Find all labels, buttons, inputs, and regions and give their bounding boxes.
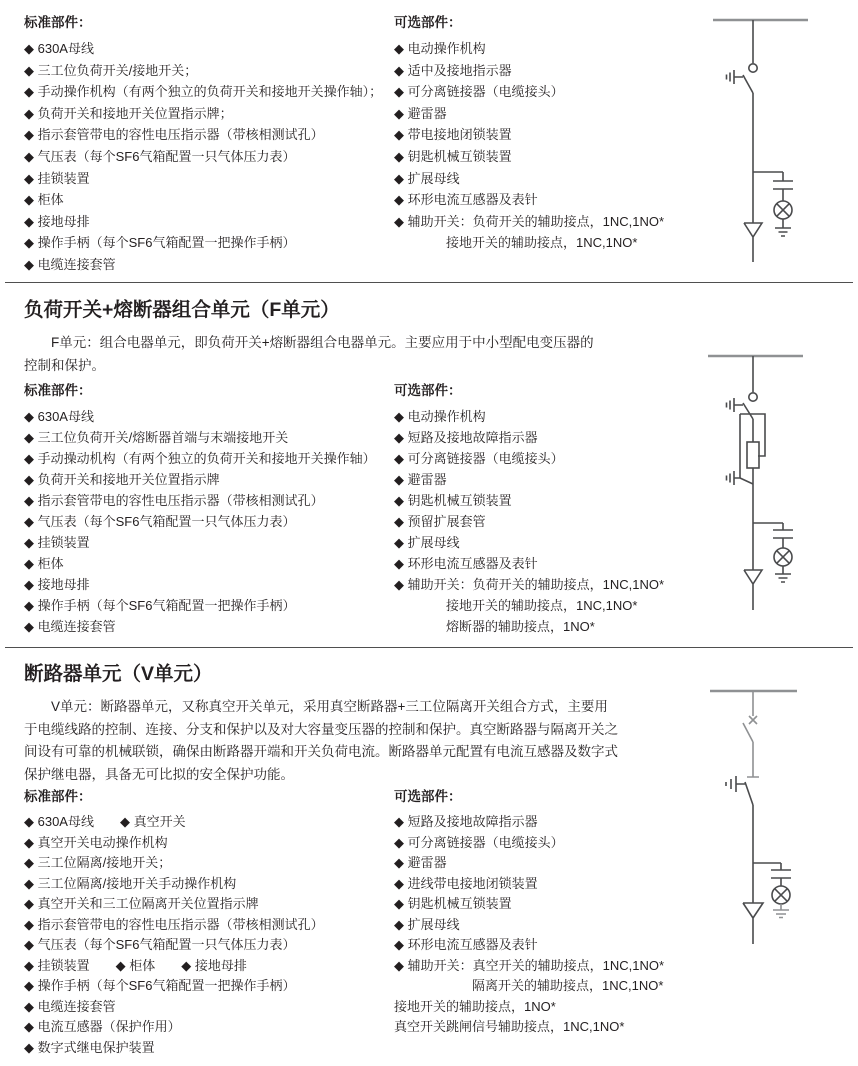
part-item: ◆ 手动操动机构（有两个独立的负荷开关和接地开关操作轴） bbox=[24, 451, 376, 466]
part-item: ◆ 三工位隔离/接地开关； bbox=[24, 855, 172, 870]
optional-parts-title: 可选部件： bbox=[394, 15, 462, 30]
standard-parts-block-v-unit bbox=[24, 788, 324, 1058]
part-item: ◆ 操作手柄（每个SF6气箱配置一把操作手柄） bbox=[24, 978, 296, 993]
part-item: ◆ 三工位负荷开关/熔断器首端与末端接地开关 bbox=[24, 430, 289, 445]
standard-parts-title: 标准部件： bbox=[24, 789, 92, 804]
optional-parts-block-v-unit bbox=[394, 788, 664, 1038]
lamp-icon bbox=[774, 201, 792, 219]
part-item: ◆ 气压表（每个SF6气箱配置一只气体压力表） bbox=[24, 937, 296, 952]
part-item: ◆ 气压表（每个SF6气箱配置一只气体压力表） bbox=[24, 514, 296, 529]
part-item: ◆ 辅助开关：负荷开关的辅助接点，1NC,1NO* bbox=[394, 577, 665, 592]
standard-parts-block-f-unit bbox=[24, 382, 376, 637]
optional-parts-block-f-unit bbox=[394, 382, 664, 637]
part-item: ◆ 手动操作机构（有两个独立的负荷开关和接地开关操作轴）； bbox=[24, 84, 383, 100]
part-item: ◆ 真空开关和三工位隔离开关位置指示牌 bbox=[24, 896, 259, 911]
earth-contact-icon bbox=[727, 398, 744, 412]
part-item: ◆ 钥匙机械互锁装置 bbox=[394, 148, 512, 164]
part-item: ◆ 辅助开关：负荷开关的辅助接点，1NC,1NO* bbox=[394, 213, 665, 229]
part-item: ◆ 接地母排 bbox=[24, 213, 90, 229]
part-item: ◆ 电缆连接套管 bbox=[24, 619, 116, 634]
earth-contact-icon bbox=[726, 776, 745, 792]
intro-line: 间设有可靠的机械联锁，确保由断路器开端和开关负荷电流。断路器单元配置有电流互感器及数字式 bbox=[24, 744, 618, 759]
part-item: ◆ 适中及接地指示器 bbox=[394, 62, 512, 78]
standard-parts-title: 标准部件： bbox=[24, 383, 92, 398]
part-item: 真空开关跳闸信号辅助接点，1NC,1NO* bbox=[394, 1019, 625, 1034]
part-item: ◆ 630A母线 bbox=[24, 409, 94, 424]
standard-parts-list bbox=[24, 812, 324, 1058]
cable-termination-icon bbox=[744, 523, 762, 610]
part-item: ◆ 环形电流互感器及表针 bbox=[394, 192, 538, 208]
part-item: ◆ 可分离链接器（电缆接头） bbox=[394, 84, 564, 100]
standard-parts-block-c-unit bbox=[24, 14, 382, 276]
part-item: ◆ 指示套管带电的容性电压指示器（带核相测试孔） bbox=[24, 493, 324, 508]
single-line-diagram-switch-fuse-unit bbox=[688, 348, 848, 644]
optional-parts-list bbox=[394, 38, 664, 254]
part-item: ◆ 数字式继电保护装置 bbox=[24, 1039, 155, 1055]
part-item: ◆ 挂锁装置 ◆ 柜体 ◆ 接地母排 bbox=[24, 957, 247, 973]
part-item: ◆ 避雷器 bbox=[394, 855, 447, 870]
part-item: ◆ 三工位负荷开关/接地开关； bbox=[24, 62, 198, 78]
part-item: ◆ 扩展母线 bbox=[394, 170, 460, 186]
intro-line: F单元：组合电器单元，即负荷开关+熔断器组合电器单元。主要应用于中小型配电变压器的 bbox=[24, 335, 594, 350]
optional-parts-title: 可选部件： bbox=[394, 383, 462, 398]
part-item: ◆ 接地母排 bbox=[24, 577, 90, 592]
lamp-icon bbox=[774, 548, 792, 566]
fuse-icon bbox=[740, 414, 765, 523]
part-item: ◆ 电缆连接套管 bbox=[24, 998, 116, 1014]
standard-parts-list bbox=[24, 38, 382, 276]
standard-parts-list bbox=[24, 406, 376, 637]
part-item: ◆ 可分离链接器（电缆接头） bbox=[394, 834, 564, 850]
part-item: ◆ 挂锁装置 bbox=[24, 170, 90, 186]
part-item: ◆ 负荷开关和接地开关位置指示牌； bbox=[24, 105, 233, 121]
part-item: ◆ 扩展母线 bbox=[394, 535, 460, 550]
part-item: ◆ 电动操作机构 bbox=[394, 41, 486, 56]
part-item: 隔离开关的辅助接点，1NC,1NO* bbox=[394, 978, 664, 993]
part-item: ◆ 指示套管带电的容性电压指示器（带核相测试孔） bbox=[24, 127, 324, 143]
capacitive-voltage-indicator-icon bbox=[753, 523, 793, 582]
part-item: 接地开关的辅助接点，1NO* bbox=[394, 998, 556, 1014]
intro-line: 控制和保护。 bbox=[24, 357, 105, 373]
part-item: ◆ 电缆连接套管 bbox=[24, 256, 116, 272]
part-item: ◆ 指示套管带电的容性电压指示器（带核相测试孔） bbox=[24, 916, 324, 932]
optional-parts-block-c-unit bbox=[394, 14, 664, 254]
part-item: ◆ 柜体 bbox=[24, 192, 64, 208]
part-item: ◆ 柜体 bbox=[24, 556, 64, 571]
section-intro-v-unit bbox=[24, 696, 618, 786]
part-item: ◆ 挂锁装置 bbox=[24, 535, 90, 550]
part-item: ◆ 短路及接地故障指示器 bbox=[394, 430, 538, 445]
part-item: ◆ 钥匙机械互锁装置 bbox=[394, 896, 512, 911]
optional-parts-list bbox=[394, 406, 664, 637]
three-position-disconnector-icon bbox=[726, 776, 753, 805]
part-item: ◆ 可分离链接器（电缆接头） bbox=[394, 451, 564, 466]
earth-icon bbox=[775, 219, 791, 236]
part-item: ◆ 操作手柄（每个SF6气箱配置一把操作手柄） bbox=[24, 235, 296, 251]
part-item: ◆ 扩展母线 bbox=[394, 916, 460, 932]
section-intro-f-unit bbox=[24, 332, 594, 377]
section-divider-rule bbox=[5, 647, 853, 648]
lamp-icon bbox=[772, 886, 790, 904]
three-position-switch-icon bbox=[727, 20, 758, 93]
part-item: 熔断器的辅助接点，1NO* bbox=[394, 619, 595, 634]
part-item: 接地开关的辅助接点，1NC,1NO* bbox=[394, 235, 638, 251]
intro-line: 于电缆线路的控制、连接、分支和保护以及对大容量变压器的控制和保护。真空断路器与隔离开关之 bbox=[24, 721, 618, 737]
part-item: ◆ 避雷器 bbox=[394, 105, 447, 121]
part-item: ◆ 避雷器 bbox=[394, 472, 447, 487]
part-item: ◆ 辅助开关：真空开关的辅助接点，1NC,1NO* bbox=[394, 957, 665, 973]
part-item: ◆ 进线带电接地闭锁装置 bbox=[394, 875, 538, 891]
part-item: ◆ 负荷开关和接地开关位置指示牌 bbox=[24, 472, 220, 487]
standard-parts-title: 标准部件： bbox=[24, 15, 92, 30]
earth-icon bbox=[773, 904, 789, 918]
part-item: ◆ 环形电流互感器及表针 bbox=[394, 556, 538, 571]
earth-contact-icon bbox=[727, 70, 744, 84]
part-item: ◆ 钥匙机械互锁装置 bbox=[394, 493, 512, 508]
part-item: ◆ 短路及接地故障指示器 bbox=[394, 814, 538, 829]
part-item: ◆ 带电接地闭锁装置 bbox=[394, 127, 512, 143]
section-heading-v-unit: 断路器单元（V单元） bbox=[24, 663, 213, 685]
intro-line: V单元：断路器单元，又称真空开关单元，采用真空断路器+三工位隔离开关组合方式，主要用 bbox=[24, 699, 608, 714]
single-line-diagram-load-switch-unit bbox=[688, 4, 848, 278]
part-item: ◆ 气压表（每个SF6气箱配置一只气体压力表） bbox=[24, 148, 296, 164]
cable-termination-icon bbox=[743, 863, 763, 944]
part-item: ◆ 真空开关电动操作机构 bbox=[24, 834, 168, 850]
part-item: ◆ 预留扩展套管 bbox=[394, 514, 486, 529]
part-item: ◆ 电流互感器（保护作用） bbox=[24, 1019, 181, 1034]
vacuum-breaker-icon bbox=[743, 691, 759, 777]
part-item: ◆ 630A母线 bbox=[24, 41, 94, 56]
intro-line: 保护继电器，具备无可比拟的安全保护功能。 bbox=[24, 766, 294, 782]
optional-parts-list bbox=[394, 812, 664, 1038]
part-item: 接地开关的辅助接点，1NC,1NO* bbox=[394, 598, 638, 613]
part-item: ◆ 630A母线 ◆ 真空开关 bbox=[24, 814, 186, 829]
cable-termination-icon bbox=[744, 172, 762, 262]
part-item: ◆ 环形电流互感器及表针 bbox=[394, 937, 538, 952]
part-item: ◆ 三工位隔离/接地开关手动操作机构 bbox=[24, 875, 237, 891]
earth-icon bbox=[775, 566, 791, 582]
section-heading-f-unit: 负荷开关+熔断器组合单元（F单元） bbox=[24, 299, 340, 321]
optional-parts-title: 可选部件： bbox=[394, 789, 462, 804]
part-item: ◆ 电动操作机构 bbox=[394, 409, 486, 424]
three-position-switch-icon bbox=[727, 356, 758, 419]
single-line-diagram-circuit-breaker-unit bbox=[688, 672, 848, 972]
section-divider-rule bbox=[5, 282, 853, 283]
part-item: ◆ 操作手柄（每个SF6气箱配置一把操作手柄） bbox=[24, 598, 296, 613]
